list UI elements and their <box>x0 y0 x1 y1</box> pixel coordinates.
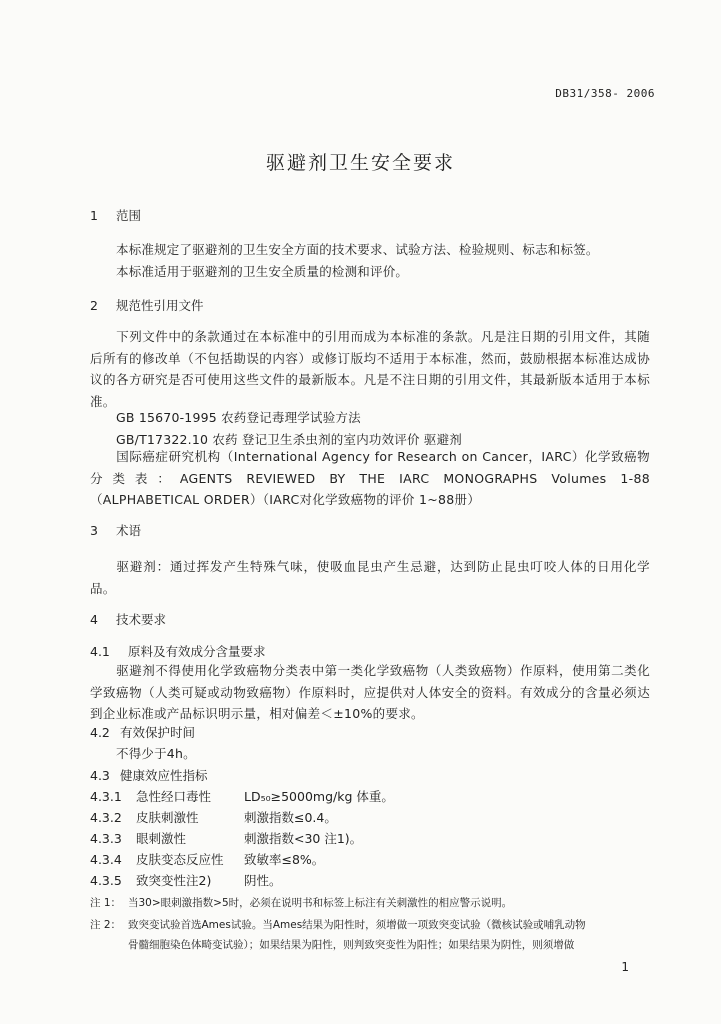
note-2-continued: 骨髓细胞染色体畸变试验）；如果结果为阳性，则判致突变性为阳性；如果结果为阴性，则须增做 <box>128 939 575 951</box>
document-title: 驱避剂卫生安全要求 <box>265 152 455 174</box>
section-title: 健康效应性指标 <box>120 768 208 783</box>
document-id: DB31/358- 2006 <box>555 87 655 100</box>
section-title: 范围 <box>116 208 142 223</box>
paragraph-text: 驱避剂不得使用化学致癌物分类表中第一类化学致癌物（人类致癌物）作原料，使用第二类化学致癌物（人类可疑或动物致癌物）作原料时，应提供对人体安全的资料。有效成分的含量必须达到企业标准或产品标识明示量，相对偏差＜±10%的要求。 <box>90 663 650 721</box>
scope-paragraph-2: 本标准适用于驱避剂的卫生安全质量的检测和评价。 <box>116 264 409 279</box>
section-number: 1 <box>90 208 98 223</box>
note-2 <box>90 917 586 932</box>
section-number: 3 <box>90 523 98 538</box>
note-text: 致突变试验首选Ames试验。当Ames结果为阳性时，须增做一项致突变试验（微核试验或哺乳动物 <box>128 919 586 931</box>
item-label: 皮肤变态反应性 <box>136 852 224 867</box>
item-value: 刺激指数<30 注1)。 <box>244 831 363 846</box>
item-number: 4.3.4 <box>90 852 122 867</box>
item-number: 4.3.1 <box>90 789 122 804</box>
item-value: 刺激指数≤0.4。 <box>244 810 337 825</box>
paragraph-text: 国际癌症研究机构（International Agency for Research on Cancer，IARC）化学致癌物分类表：AGENTS REVIEWED BY THE IARC MONOGRAPHS Volumes 1-88（ALPHABETICAL ORDER）（IARC对化学致癌物的评价 1~88册） <box>90 449 650 507</box>
normative-references-paragraph <box>90 326 650 412</box>
section-number: 4.2 <box>90 725 110 740</box>
paragraph-text: 下列文件中的条款通过在本标准中的引用而成为本标准的条款。凡是注日期的引用文件，其随后所有的修改单（不包括勘误的内容）或修订版均不适用于本标准，然而，鼓励根据本标准达成协议的各方研究是否可使用这些文件的最新版本。凡是不注日期的引用文件，其最新版本适用于本标准。 <box>90 329 650 409</box>
paragraph-text: 驱避剂：通过挥发产生特殊气味，使吸血昆虫产生忌避，达到防止昆虫叮咬人体的日用化学品。 <box>90 559 650 596</box>
item-label: 致突变性注2) <box>136 873 212 888</box>
indicator-row <box>90 850 324 868</box>
section-number: 4.1 <box>90 644 110 659</box>
note-tag: 注 1： <box>90 897 122 909</box>
reference-gbt17322: GB/T17322.10 农药 登记卫生杀虫剂的室内功效评价 驱避剂 <box>116 432 462 447</box>
indicator-row <box>90 829 362 847</box>
reference-gb15670: GB 15670-1995 农药登记毒理学试验方法 <box>116 410 361 425</box>
item-label: 眼刺激性 <box>136 831 187 846</box>
section-title: 技术要求 <box>116 612 167 627</box>
scope-paragraph-1: 本标准规定了驱避剂的卫生安全方面的技术要求、试验方法、检验规则、标志和标签。 <box>116 242 599 257</box>
note-1 <box>90 895 512 910</box>
item-number: 4.3.3 <box>90 831 122 846</box>
item-label: 急性经口毒性 <box>136 789 212 804</box>
note-text: 当30>眼刺激指数>5时，必须在说明书和标签上标注有关刺激性的相应警示说明。 <box>128 897 513 909</box>
terms-paragraph <box>90 556 650 599</box>
indicator-row <box>90 808 337 826</box>
section-4-2-heading <box>90 723 195 741</box>
page-number: 1 <box>621 960 629 974</box>
section-4-1-heading <box>90 642 266 660</box>
item-number: 4.3.2 <box>90 810 122 825</box>
section-1-heading <box>90 206 141 224</box>
section-title: 术语 <box>116 523 142 538</box>
section-title: 有效保护时间 <box>120 725 196 740</box>
section-number: 4.3 <box>90 768 110 783</box>
item-number: 4.3.5 <box>90 873 122 888</box>
section-2-heading <box>90 296 204 314</box>
indicator-row <box>90 871 282 889</box>
reference-iarc <box>90 446 650 511</box>
item-value: LD₅₀≥5000mg/kg 体重。 <box>244 789 394 804</box>
section-3-heading <box>90 521 141 539</box>
note-tag: 注 2： <box>90 919 122 931</box>
item-value: 阴性。 <box>244 873 282 888</box>
section-4-heading <box>90 610 166 628</box>
section-title: 规范性引用文件 <box>116 298 204 313</box>
indicator-row <box>90 787 394 805</box>
protection-time-text: 不得少于4h。 <box>116 746 196 761</box>
section-4-3-heading <box>90 766 208 784</box>
item-value: 致敏率≤8%。 <box>244 852 325 867</box>
section-title: 原料及有效成分含量要求 <box>128 644 266 659</box>
raw-material-paragraph <box>90 660 650 725</box>
section-number: 2 <box>90 298 98 313</box>
section-number: 4 <box>90 612 98 627</box>
item-label: 皮肤刺激性 <box>136 810 199 825</box>
